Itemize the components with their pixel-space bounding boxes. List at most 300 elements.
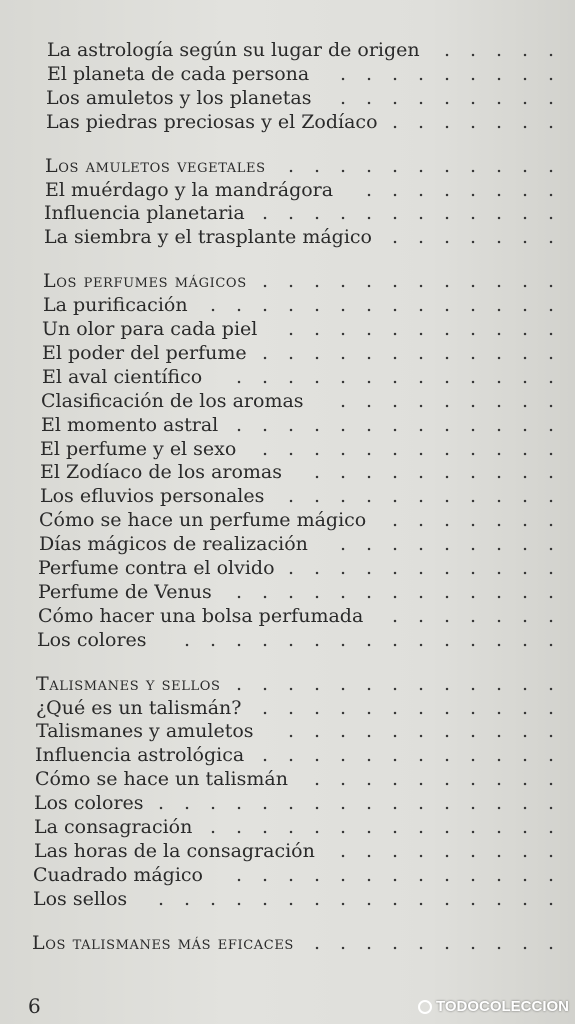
leader-dot: . <box>314 744 321 767</box>
leader-dot: . <box>522 110 529 133</box>
leader-dot: . <box>366 270 373 293</box>
leader-dot: . <box>392 768 399 791</box>
leader-dot: . <box>184 792 191 815</box>
leader-dot: . <box>548 318 555 340</box>
toc-entry-text: La purificación <box>43 294 188 317</box>
leader-dot: . <box>470 887 477 910</box>
leader-dot: . <box>548 461 555 484</box>
leader-dot: . <box>444 365 451 388</box>
leader-dot: . <box>392 580 399 603</box>
leader-dot: . <box>470 226 477 249</box>
leader-dot: . <box>236 413 243 436</box>
leader-dot: . <box>496 86 503 109</box>
leader-dot: . <box>340 816 347 838</box>
leader-dot: . <box>262 294 269 317</box>
leader-dot: . <box>392 839 399 862</box>
toc-entry <box>0 887 575 911</box>
leader-dot: . <box>444 318 451 340</box>
leader-dot: . <box>262 744 269 767</box>
leader-dot: . <box>262 792 269 815</box>
leader-dot: . <box>496 533 503 556</box>
leader-dot: . <box>522 863 529 886</box>
leader-dot: . <box>522 318 529 340</box>
leader-dot: . <box>444 580 451 603</box>
leader-dot: . <box>496 887 503 910</box>
leader-dot: . <box>392 110 399 133</box>
leader-dot: . <box>470 672 477 695</box>
leader-dot: . <box>262 672 269 695</box>
toc-entry-text: Clasificación de los aromas <box>41 389 304 412</box>
leader-dot: . <box>522 744 529 767</box>
leader-dot: . <box>444 39 451 61</box>
leader-dot: . <box>470 154 477 177</box>
leader-dot: . <box>444 461 451 484</box>
leader-dot: . <box>548 816 555 838</box>
leader-dot: . <box>392 816 399 838</box>
leader-dot: . <box>522 154 529 177</box>
leader-dot: . <box>314 720 321 743</box>
leader-dot: . <box>262 437 269 460</box>
leader-dot: . <box>418 110 425 133</box>
toc-entry-text: La consagración <box>34 816 193 838</box>
leader-dot: . <box>548 485 555 508</box>
toc-entry-text: Los sellos <box>33 887 128 910</box>
leader-dot: . <box>340 672 347 695</box>
leader-dot: . <box>548 86 555 109</box>
toc-entry <box>0 604 575 628</box>
leader-dot: . <box>496 202 503 225</box>
leader-dot: . <box>392 931 399 954</box>
leader-dot: . <box>444 931 451 954</box>
leader-dot: . <box>314 461 321 484</box>
leader-dot: . <box>418 744 425 767</box>
leader-dot: . <box>314 672 321 695</box>
toc-entry-text: El Zodíaco de los aromas <box>40 461 283 484</box>
leader-dot: . <box>288 294 295 317</box>
toc-entry <box>0 508 575 532</box>
leader-dot: . <box>496 485 503 508</box>
toc-entry <box>0 696 575 720</box>
leader-dot: . <box>392 720 399 743</box>
leader-dot: . <box>288 696 295 719</box>
leader-dot: . <box>548 437 555 460</box>
leader-dot: . <box>522 86 529 109</box>
leader-dot: . <box>548 628 555 651</box>
toc-entry <box>0 743 575 767</box>
toc-entry <box>0 863 575 887</box>
leader-dot: . <box>418 696 425 719</box>
toc-entry-text: Perfume de Venus <box>38 580 212 603</box>
toc-entry <box>0 460 575 484</box>
leader-dot: . <box>366 389 373 412</box>
toc-entry-text: Perfume contra el olvido <box>38 557 275 579</box>
toc-entry <box>0 532 575 556</box>
leader-dot: . <box>314 413 321 436</box>
leader-dot: . <box>288 341 295 364</box>
leader-dot: . <box>392 696 399 719</box>
leader-dot: . <box>470 931 477 954</box>
leader-dot: . <box>392 62 399 85</box>
leader-dot: . <box>392 389 399 412</box>
leader-dot: . <box>340 887 347 910</box>
leader-dot: . <box>418 863 425 886</box>
leader-dot: . <box>470 696 477 719</box>
leader-dot: . <box>340 839 347 862</box>
leader-dot: . <box>548 839 555 862</box>
leader-dot: . <box>314 154 321 177</box>
leader-dot: . <box>366 437 373 460</box>
leader-dot: . <box>496 604 503 627</box>
toc-entry-text: Los colores <box>34 792 144 815</box>
leader-dot: . <box>444 341 451 364</box>
toc-entry-text: Cuadrado mágico <box>33 863 203 886</box>
leader-dot: . <box>288 887 295 910</box>
leader-dot: . <box>314 485 321 508</box>
leader-dot: . <box>340 270 347 293</box>
leader-dot: . <box>522 816 529 838</box>
leader-dot: . <box>392 533 399 556</box>
leader-dot: . <box>340 86 347 109</box>
leader-dot: . <box>366 557 373 579</box>
leader-dot: . <box>496 62 503 85</box>
leader-dot: . <box>418 365 425 388</box>
leader-dot: . <box>236 580 243 603</box>
watermark <box>379 996 569 1018</box>
leader-dot: . <box>418 604 425 627</box>
leader-dot: . <box>496 389 503 412</box>
leader-dot: . <box>340 768 347 791</box>
leader-dot: . <box>314 816 321 838</box>
toc-entry-text: Cómo hacer una bolsa perfumada <box>38 604 364 627</box>
leader-dot: . <box>210 887 217 910</box>
leader-dot: . <box>548 863 555 886</box>
leader-dot: . <box>366 768 373 791</box>
leader-dot: . <box>366 887 373 910</box>
toc-entry <box>0 365 575 389</box>
leader-dot: . <box>392 792 399 815</box>
leader-dot: . <box>262 365 269 388</box>
leader-dot: . <box>418 270 425 293</box>
toc-entry <box>0 110 575 134</box>
leader-dot: . <box>340 557 347 579</box>
leader-dot: . <box>262 580 269 603</box>
leader-dot: . <box>392 557 399 579</box>
leader-dot: . <box>392 628 399 651</box>
leader-dot: . <box>366 202 373 225</box>
leader-dot: . <box>288 365 295 388</box>
leader-dot: . <box>470 178 477 201</box>
leader-dot: . <box>444 413 451 436</box>
leader-dot: . <box>444 696 451 719</box>
leader-dot: . <box>314 863 321 886</box>
leader-dot: . <box>340 696 347 719</box>
leader-dot: . <box>470 509 477 532</box>
leader-dot: . <box>522 533 529 556</box>
leader-dot: . <box>392 672 399 695</box>
leader-dot: . <box>496 318 503 340</box>
toc-entry-text: El poder del perfume <box>42 341 247 364</box>
leader-dot: . <box>496 437 503 460</box>
toc-entry <box>0 86 575 110</box>
toc-entry <box>0 317 575 341</box>
leader-dot: . <box>314 768 321 791</box>
leader-dot: . <box>496 270 503 293</box>
leader-dot: . <box>392 485 399 508</box>
leader-dot: . <box>340 365 347 388</box>
leader-dot: . <box>496 628 503 651</box>
leader-dot: . <box>548 931 555 954</box>
leader-dot: . <box>496 154 503 177</box>
leader-dot: . <box>548 413 555 436</box>
leader-dot: . <box>314 931 321 954</box>
leader-dot: . <box>392 365 399 388</box>
leader-dot: . <box>288 863 295 886</box>
leader-dot: . <box>470 202 477 225</box>
leader-dot: . <box>184 887 191 910</box>
leader-dot: . <box>418 62 425 85</box>
leader-dot: . <box>392 863 399 886</box>
toc-entry <box>0 580 575 604</box>
toc-entry-text: Los efluvios personales <box>40 485 265 508</box>
leader-dot: . <box>496 294 503 317</box>
leader-dot: . <box>496 557 503 579</box>
leader-dot: . <box>522 887 529 910</box>
leader-dot: . <box>470 62 477 85</box>
leader-dot: . <box>366 178 373 201</box>
leader-dot: . <box>522 696 529 719</box>
toc-entry-text: Cómo se hace un talismán <box>35 768 288 791</box>
leader-dot: . <box>522 202 529 225</box>
toc-section-heading <box>0 931 575 955</box>
leader-dot: . <box>496 509 503 532</box>
leader-dot: . <box>366 792 373 815</box>
leader-dot: . <box>236 365 243 388</box>
leader-dot: . <box>444 628 451 651</box>
leader-dot: . <box>288 270 295 293</box>
leader-dot: . <box>418 672 425 695</box>
leader-dot: . <box>522 413 529 436</box>
toc-entry <box>0 815 575 839</box>
leader-dot: . <box>496 768 503 791</box>
leader-dot: . <box>418 720 425 743</box>
leader-dot: . <box>444 202 451 225</box>
leader-dot: . <box>548 604 555 627</box>
leader-dot: . <box>444 672 451 695</box>
leader-dot: . <box>548 887 555 910</box>
leader-dot: . <box>418 318 425 340</box>
toc-entry-text: El muérdago y la mandrágora <box>45 178 334 201</box>
leader-dot: . <box>470 341 477 364</box>
toc-entry <box>0 201 575 225</box>
toc-entry <box>0 62 575 86</box>
leader-dot: . <box>366 744 373 767</box>
leader-dot: . <box>444 557 451 579</box>
leader-dot: . <box>288 437 295 460</box>
toc-entry <box>0 389 575 413</box>
leader-dot: . <box>366 86 373 109</box>
leader-dot: . <box>548 154 555 177</box>
leader-dot: . <box>392 154 399 177</box>
leader-dot: . <box>158 887 165 910</box>
toc-entry-text: Los amuletos y los planetas <box>46 86 312 109</box>
leader-dot: . <box>444 792 451 815</box>
leader-dot: . <box>314 557 321 579</box>
toc-entry-text: Las piedras preciosas y el Zodíaco <box>46 110 378 133</box>
leader-dot: . <box>444 86 451 109</box>
leader-dot: . <box>444 154 451 177</box>
leader-dot: . <box>522 178 529 201</box>
toc-entry <box>0 413 575 437</box>
toc-entry-text: Influencia planetaria <box>44 202 245 225</box>
leader-dot: . <box>236 628 243 651</box>
leader-dot: . <box>236 672 243 695</box>
leader-dot: . <box>288 413 295 436</box>
leader-dot: . <box>314 792 321 815</box>
leader-dot: . <box>470 768 477 791</box>
leader-dot: . <box>522 294 529 317</box>
leader-dot: . <box>470 604 477 627</box>
leader-dot: . <box>522 672 529 695</box>
leader-dot: . <box>496 672 503 695</box>
leader-dot: . <box>522 365 529 388</box>
leader-dot: . <box>236 294 243 317</box>
toc-entry-text: La astrología según su lugar de origen <box>47 39 420 61</box>
leader-dot: . <box>418 437 425 460</box>
leader-dot: . <box>548 792 555 815</box>
leader-dot: . <box>470 294 477 317</box>
leader-dot: . <box>262 863 269 886</box>
leader-dot: . <box>444 887 451 910</box>
leader-dot: . <box>522 509 529 532</box>
toc-entry-text: Influencia astrológica <box>35 744 245 767</box>
leader-dot: . <box>340 413 347 436</box>
leader-dot: . <box>236 792 243 815</box>
toc-entry-text: Las horas de la consagración <box>34 839 315 862</box>
leader-dot: . <box>314 294 321 317</box>
leader-dot: . <box>340 485 347 508</box>
leader-dot: . <box>418 485 425 508</box>
leader-dot: . <box>496 816 503 838</box>
toc-entry <box>0 791 575 815</box>
leader-dot: . <box>366 341 373 364</box>
leader-dot: . <box>366 628 373 651</box>
leader-dot: . <box>314 696 321 719</box>
leader-dot: . <box>288 672 295 695</box>
leader-dot: . <box>392 341 399 364</box>
leader-dot: . <box>210 816 217 838</box>
leader-dot: . <box>262 887 269 910</box>
leader-dot: . <box>496 413 503 436</box>
leader-dot: . <box>470 816 477 838</box>
toc-entry-text: El aval científico <box>42 365 203 388</box>
leader-dot: . <box>262 341 269 364</box>
leader-dot: . <box>470 110 477 133</box>
leader-dot: . <box>522 461 529 484</box>
leader-dot: . <box>496 461 503 484</box>
leader-dot: . <box>444 533 451 556</box>
leader-dot: . <box>392 744 399 767</box>
leader-dot: . <box>366 294 373 317</box>
toc-entry-text: El planeta de cada persona <box>47 62 310 85</box>
leader-dot: . <box>496 792 503 815</box>
leader-dot: . <box>548 533 555 556</box>
leader-dot: . <box>548 365 555 388</box>
leader-dot: . <box>548 672 555 695</box>
leader-dot: . <box>288 485 295 508</box>
leader-dot: . <box>418 931 425 954</box>
leader-dot: . <box>236 816 243 838</box>
leader-dot: . <box>548 580 555 603</box>
leader-dot: . <box>366 62 373 85</box>
leader-dot: . <box>340 461 347 484</box>
leader-dot: . <box>418 628 425 651</box>
leader-dot: . <box>522 62 529 85</box>
leader-dot: . <box>340 318 347 340</box>
todocoleccion-logo-icon <box>418 1000 432 1014</box>
watermark-text: TODOCOLECCION <box>435 998 569 1015</box>
leader-dot: . <box>340 389 347 412</box>
leader-dot: . <box>366 485 373 508</box>
leader-dot: . <box>496 341 503 364</box>
leader-dot: . <box>392 461 399 484</box>
leader-dot: . <box>418 768 425 791</box>
leader-dot: . <box>444 768 451 791</box>
leader-dot: . <box>314 365 321 388</box>
leader-dot: . <box>548 294 555 317</box>
leader-dot: . <box>418 341 425 364</box>
leader-dot: . <box>314 318 321 340</box>
leader-dot: . <box>418 839 425 862</box>
toc-entry <box>0 839 575 863</box>
leader-dot: . <box>366 365 373 388</box>
leader-dot: . <box>340 863 347 886</box>
leader-dot: . <box>210 294 217 317</box>
leader-dot: . <box>392 509 399 532</box>
leader-dot: . <box>522 341 529 364</box>
leader-dot: . <box>288 154 295 177</box>
leader-dot: . <box>392 887 399 910</box>
leader-dot: . <box>522 604 529 627</box>
toc-entry <box>0 628 575 652</box>
leader-dot: . <box>444 839 451 862</box>
toc-entry-text: Talismanes y sellos <box>36 672 221 695</box>
leader-dot: . <box>158 792 165 815</box>
leader-dot: . <box>470 580 477 603</box>
leader-dot: . <box>470 389 477 412</box>
leader-dot: . <box>470 720 477 743</box>
toc-section-heading <box>0 672 575 696</box>
leader-dot: . <box>470 318 477 340</box>
leader-dot: . <box>314 628 321 651</box>
leader-dot: . <box>314 580 321 603</box>
leader-dot: . <box>262 696 269 719</box>
toc-entry <box>0 341 575 365</box>
leader-dot: . <box>496 744 503 767</box>
leader-dot: . <box>522 39 529 61</box>
leader-dot: . <box>288 628 295 651</box>
leader-dot: . <box>236 863 243 886</box>
leader-dot: . <box>522 931 529 954</box>
toc-entry <box>0 484 575 508</box>
leader-dot: . <box>418 294 425 317</box>
leader-dot: . <box>444 816 451 838</box>
leader-dot: . <box>418 887 425 910</box>
leader-dot: . <box>470 557 477 579</box>
leader-dot: . <box>340 62 347 85</box>
toc-entry-text: ¿Qué es un talismán? <box>36 696 242 719</box>
leader-dot: . <box>366 461 373 484</box>
leader-dot: . <box>366 672 373 695</box>
